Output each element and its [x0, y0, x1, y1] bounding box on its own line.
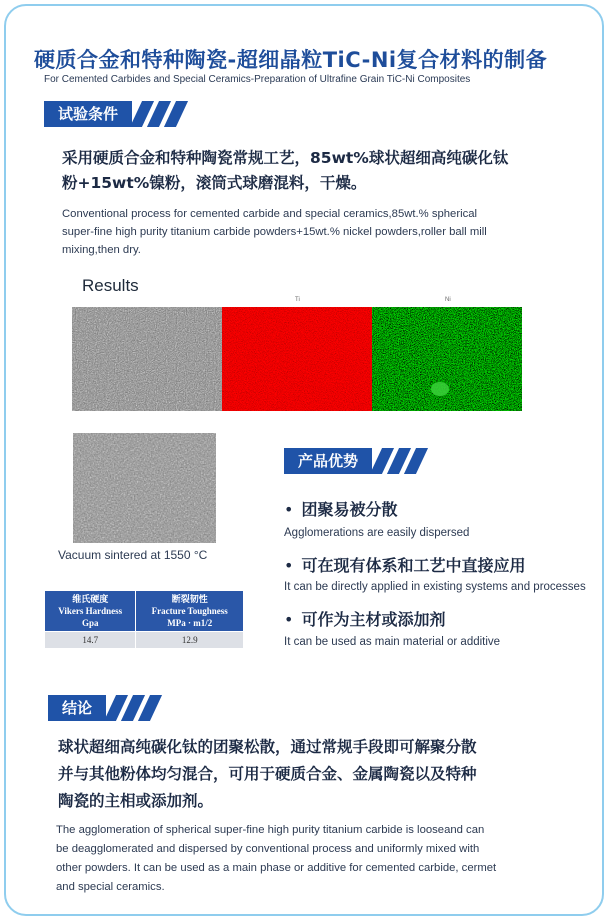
- page-title: 硬质合金和特种陶瓷-超细晶粒TiC-Ni复合材料的制备: [34, 48, 548, 72]
- test-conditions-en: Conventional process for cemented carbide and special ceramics,85wt.% spherical super-fine high purity titanium carbide powders+15wt.% nickel powders,roller ball mill mixing,then dry.: [62, 208, 487, 256]
- bullet-dot-icon: •: [284, 610, 294, 629]
- page-subtitle: For Cemented Carbides and Special Ceramics-Preparation of Ultrafine Grain TiC-Ni Composites: [44, 74, 471, 85]
- conclusion-en: The agglomeration of spherical super-fine high purity titanium carbide is looseand can be deagglomerated and dispersed by conventional process and uniformly mixed with other powders. It can be used as a main phase or additive for cemented carbide, cermet and special ceramics.: [56, 824, 497, 893]
- advantage-item-en: Agglomerations are easily dispersed: [284, 527, 470, 539]
- section-heading-advantages: [284, 448, 422, 474]
- results-heading: Results: [82, 276, 139, 295]
- sintered-micrograph-image: [73, 433, 216, 543]
- toughness-value: 12.9: [136, 632, 244, 649]
- ni-element-map-image: [372, 307, 522, 411]
- section-heading-label: 试验条件: [44, 101, 132, 127]
- ti-element-map-image: [222, 307, 372, 411]
- map-label-ni: Ni: [445, 297, 451, 303]
- advantage-item-en: It can be directly applied in existing systems and processes: [284, 581, 586, 593]
- bullet-dot-icon: •: [284, 556, 294, 575]
- test-conditions-cn: 采用硬质合金和特种陶瓷常规工艺，85wt%球状超细高纯碳化钛 粉+15wt%镍粉，滚筒式球磨混料，干燥。: [62, 149, 509, 192]
- sem-micrograph-image: [72, 307, 222, 411]
- table-header-row: [45, 591, 244, 632]
- sintered-caption: Vacuum sintered at 1550 °C: [58, 548, 208, 562]
- table-row: [45, 632, 244, 649]
- advantage-item: • 可在现有体系和工艺中直接应用: [284, 556, 526, 575]
- conclusion-cn: 球状超细高纯碳化钛的团聚松散，通过常规手段即可解聚分散 并与其他粉体均匀混合，可用于硬质合金、金属陶瓷以及特种 陶瓷的主相或添加剂。: [58, 738, 477, 810]
- hardness-value: 14.7: [45, 632, 136, 649]
- section-heading-test-conditions: [44, 101, 182, 127]
- advantage-item-en: It can be used as main material or additive: [284, 636, 501, 648]
- advantage-item: • 团聚易被分散: [284, 500, 398, 519]
- toughness-header: 断裂韧性 Fracture Toughness MPa · m1/2: [136, 591, 244, 632]
- section-heading-conclusion: [48, 695, 156, 721]
- section-heading-label: 产品优势: [284, 448, 372, 474]
- section-heading-label: 结论: [48, 695, 106, 721]
- bullet-dot-icon: •: [284, 500, 294, 519]
- map-label-ti: Ti: [295, 297, 300, 303]
- advantage-item: • 可作为主材或添加剂: [284, 610, 446, 629]
- properties-table: [44, 590, 244, 649]
- hardness-header: 维氏硬度 Vikers Hardness Gpa: [45, 591, 136, 632]
